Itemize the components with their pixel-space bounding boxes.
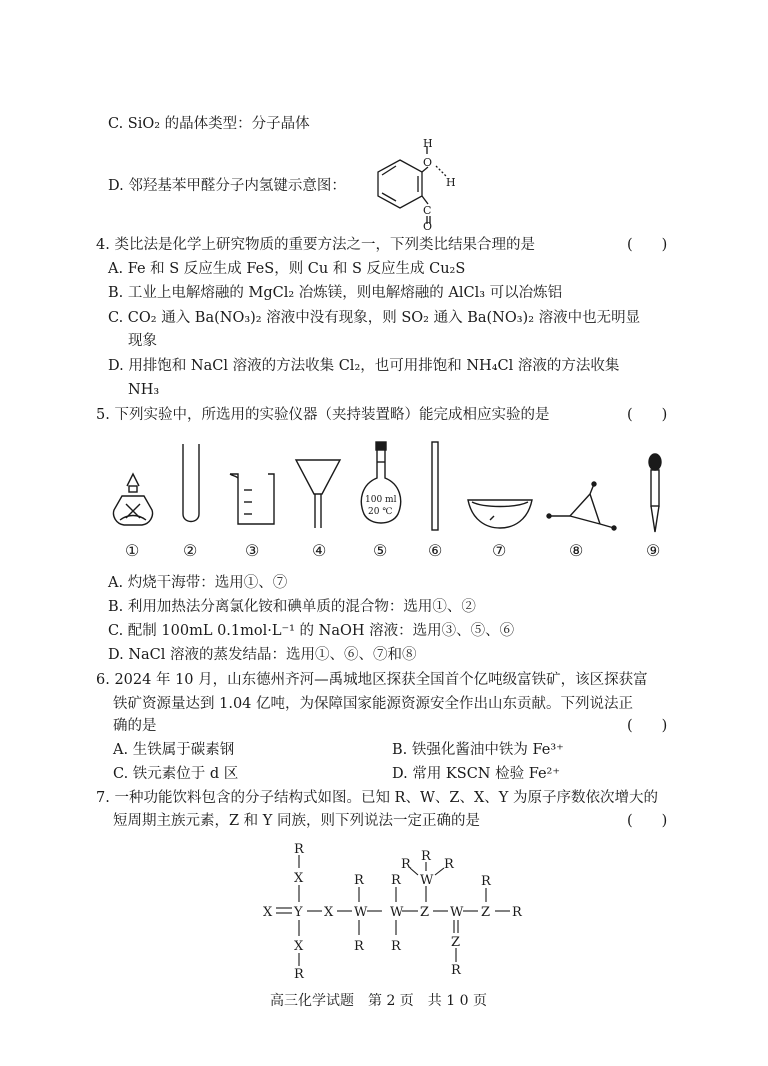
flask-volume-label: 100 ml xyxy=(365,495,397,505)
q6-option-b: B. 铁强化酱油中铁为 Fe³⁺ xyxy=(392,742,564,758)
atom-z: Z xyxy=(420,905,430,920)
atom-r: R xyxy=(444,857,454,872)
q5-option-a: A. 灼烧干海带：选用①、⑦ xyxy=(108,575,288,591)
beaker-icon xyxy=(230,474,274,524)
atom-w: W xyxy=(420,873,434,888)
q4-option-c-cont: 现象 xyxy=(128,333,157,349)
atom-x: X xyxy=(263,905,273,920)
atom-h-bond: H xyxy=(446,176,456,189)
q6-option-a: A. 生铁属于碳素钢 xyxy=(113,742,235,758)
lab-apparatus-figure xyxy=(100,440,680,564)
apparatus-label-2: ② xyxy=(183,541,198,560)
q6-option-c: C. 铁元素位于 d 区 xyxy=(113,766,239,782)
atom-c: C xyxy=(423,204,432,217)
atom-r: R xyxy=(481,874,491,889)
atom-x: X xyxy=(294,939,304,954)
q4-option-d-cont: NH₃ xyxy=(128,382,160,398)
glass-rod-icon xyxy=(432,442,438,530)
q6-stem-line-1: 6. 2024 年 10 月，山东德州齐河—禹城地区探获全国首个亿吨级富铁矿，该区探获富 xyxy=(96,672,648,688)
apparatus-label-6: ⑥ xyxy=(428,541,443,560)
q4-option-d: D. 用排饱和 NaCl 溶液的方法收集 Cl₂，也可用排饱和 NH₄Cl 溶液的方法收集 xyxy=(108,358,620,374)
apparatus-label-8: ⑧ xyxy=(569,541,584,560)
q4-stem: 4. 类比法是化学上研究物质的重要方法之一，下列类比结果合理的是 xyxy=(96,237,535,253)
atom-r: R xyxy=(421,849,431,864)
atom-z: Z xyxy=(481,905,491,920)
atom-r: R xyxy=(354,939,364,954)
q7-stem-line-1: 7. 一种功能饮料包含的分子结构式如图。已知 R、W、Z、X、Y 为原子序数依次增大的 xyxy=(96,790,658,806)
apparatus-label-9: ⑨ xyxy=(646,541,661,560)
atom-r: R xyxy=(294,842,304,857)
funnel-icon xyxy=(296,460,340,528)
q4-answer-paren: ( ) xyxy=(627,237,668,253)
apparatus-label-4: ④ xyxy=(312,541,327,560)
atom-x: X xyxy=(324,905,334,920)
clay-triangle-icon xyxy=(547,482,616,530)
apparatus-label-1: ① xyxy=(125,541,140,560)
q4-option-a: A. Fe 和 S 反应生成 FeS，则 Cu 和 S 反应生成 Cu₂S xyxy=(108,261,466,277)
atom-z: Z xyxy=(451,935,461,950)
q5-option-b: B. 利用加热法分离氯化铵和碘单质的混合物：选用①、② xyxy=(108,599,476,615)
atom-r: R xyxy=(401,857,411,872)
q5-answer-paren: ( ) xyxy=(627,407,668,423)
atom-x: X xyxy=(294,871,304,886)
q7-answer-paren: ( ) xyxy=(627,813,668,829)
q6-option-d: D. 常用 KSCN 检验 Fe²⁺ xyxy=(392,766,561,782)
q3-option-c: C. SiO₂ 的晶体类型：分子晶体 xyxy=(108,116,310,132)
q3-option-d: D. 邻羟基苯甲醛分子内氢键示意图： xyxy=(108,178,346,194)
q5-stem: 5. 下列实验中，所选用的实验仪器（夹持装置略）能完成相应实验的是 xyxy=(96,407,550,423)
flask-temp-label: 20 ℃ xyxy=(368,507,393,517)
atom-w: W xyxy=(450,905,464,920)
atom-y: Y xyxy=(294,905,303,920)
atom-w: W xyxy=(390,905,404,920)
q7-stem-line-2: 短周期主族元素，Z 和 Y 同族，则下列说法一定正确的是 xyxy=(113,813,480,829)
atom-h-top: H xyxy=(423,138,433,150)
q6-stem-line-3: 确的是 xyxy=(113,718,157,734)
atom-r: R xyxy=(354,873,364,888)
apparatus-label-5: ⑤ xyxy=(373,541,388,560)
atom-r: R xyxy=(512,905,522,920)
q5-option-d: D. NaCl 溶液的蒸发结晶：选用①、⑥、⑦和⑧ xyxy=(108,647,417,663)
molecular-structure-diagram xyxy=(258,840,538,980)
apparatus-label-3: ③ xyxy=(245,541,260,560)
q4-option-b: B. 工业上电解熔融的 MgCl₂ 冶炼镁，则电解熔融的 AlCl₃ 可以冶炼铝 xyxy=(108,285,563,301)
atom-o-bottom: O xyxy=(423,220,433,230)
test-tube-icon xyxy=(183,444,199,522)
page-footer: 高三化学试题 第 2 页 共 1 0 页 xyxy=(270,993,487,1009)
atom-o-top: O xyxy=(423,156,433,169)
atom-r: R xyxy=(391,939,401,954)
hydrogen-bond-diagram xyxy=(360,138,470,230)
evaporating-dish-icon xyxy=(468,500,532,528)
alcohol-lamp-icon xyxy=(113,474,152,525)
atom-r: R xyxy=(294,967,304,980)
atom-w: W xyxy=(354,905,368,920)
atom-r: R xyxy=(391,873,401,888)
q6-answer-paren: ( ) xyxy=(627,718,668,734)
q6-stem-line-2: 铁矿资源量达到 1.04 亿吨，为保障国家能源资源安全作出山东贡献。下列说法正 xyxy=(113,696,634,712)
q4-option-c: C. CO₂ 通入 Ba(NO₃)₂ 溶液中没有现象，则 SO₂ 通入 Ba(NO₃)₂ 溶液中也无明显 xyxy=(108,310,641,326)
apparatus-label-7: ⑦ xyxy=(492,541,507,560)
q5-option-c: C. 配制 100mL 0.1mol·L⁻¹ 的 NaOH 溶液：选用③、⑤、⑥ xyxy=(108,623,515,639)
atom-r: R xyxy=(451,963,461,978)
dropper-icon xyxy=(649,454,661,532)
